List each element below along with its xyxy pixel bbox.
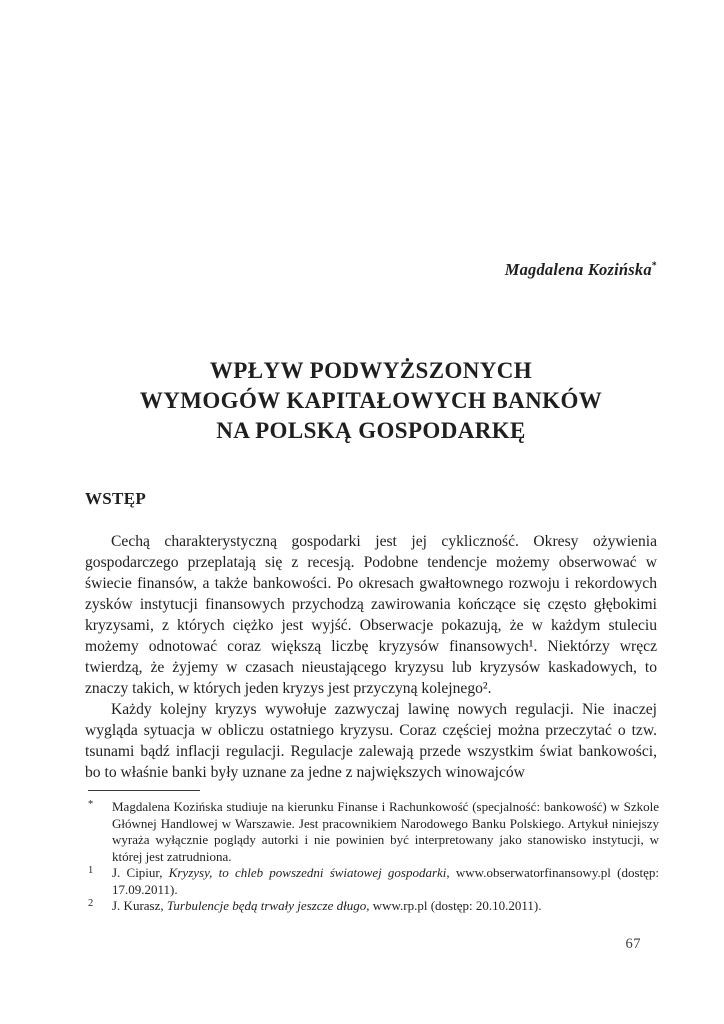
body-paragraph-2: Każdy kolejny kryzys wywołuje zazwyczaj lawinę nowych regulacji. Nie inaczej wygląda sytuacja w obliczu ostatniego kryzysu. Coraz częściej można przeczytać o tzw. tsunami bądź inflacji regulacji. Regulacje zalewają przede wszystkim świat bankowości, bo to właśnie banki były uznane za jedne z największych winowajców	[85, 701, 657, 781]
footnote-1-work-title: Kryzysy, to chleb powszedni światowej gospodarki	[168, 865, 447, 880]
footnote-2	[85, 898, 659, 915]
title-line-3: NA POLSKĄ GOSPODARKĘ	[216, 418, 526, 443]
page-number: 67	[625, 936, 641, 952]
footnote-asterisk	[85, 799, 659, 865]
title-line-2: WYMOGÓW KAPITAŁOWYCH BANKÓW	[139, 388, 603, 413]
footnote-separator	[88, 790, 200, 791]
footnote-2-work-title: Turbulencje będą trwały jeszcze długo	[166, 898, 367, 913]
footnote-1-author: J. Cipiur,	[112, 865, 169, 880]
footnote-text-asterisk: Magdalena Kozińska studiuje na kierunku Finanse i Rachunkowość (specjalność: bankowość) w Szkole Głównej Handlowej w Warszawie. Jest pracownikiem Narodowego Banku Polskiego. Artykuł niniejszy wyraża wyłącznie poglądy autorki i nie powinien być interpretowany jako stanowisko instytucji, w której jest zatrudniona.	[112, 799, 659, 864]
author-footnote-marker: *	[651, 260, 657, 272]
title-line-1: WPŁYW PODWYŻSZONYCH	[209, 358, 533, 383]
footnote-1-source: , www.obserwatorfinansowy.pl (dostęp: 17.09.2011).	[112, 865, 659, 897]
body-text	[85, 531, 657, 783]
author-line	[85, 260, 657, 280]
footnotes	[85, 799, 659, 915]
article-title	[85, 356, 657, 446]
footnote-marker-asterisk: *	[88, 799, 94, 810]
footnote-marker-1: 1	[88, 865, 94, 876]
section-heading: WSTĘP	[85, 489, 147, 508]
footnote-2-source: , www.rp.pl (dostęp: 20.10.2011).	[366, 898, 542, 913]
author-name: Magdalena Kozińska	[504, 260, 652, 279]
footnote-1	[85, 865, 659, 898]
footnote-2-author: J. Kurasz,	[112, 898, 167, 913]
body-paragraph-1: Cechą charakterystyczną gospodarki jest jej cykliczność. Okresy ożywienia gospodarczego przeplatają się z recesją. Podobne tendencje możemy obserwować w świecie finansów, a także bankowości. Po okresach gwałtownego rozwoju i rekordowych zysków instytucji finansowych przychodzą zawirowania kończące się często głębokimi kryzysami, z których ciężko jest wyjść. Obserwacje pokazują, że w każdym stuleciu możemy odnotować coraz większą liczbę kryzysów finansowych¹. Niektórzy wręcz twierdzą, że żyjemy w czasach nieustającego kryzysu lub kryzysów kaskadowych, to znaczy takich, w których jeden kryzys jest przyczyną kolejnego².	[85, 533, 657, 697]
footnote-marker-2: 2	[88, 898, 94, 909]
